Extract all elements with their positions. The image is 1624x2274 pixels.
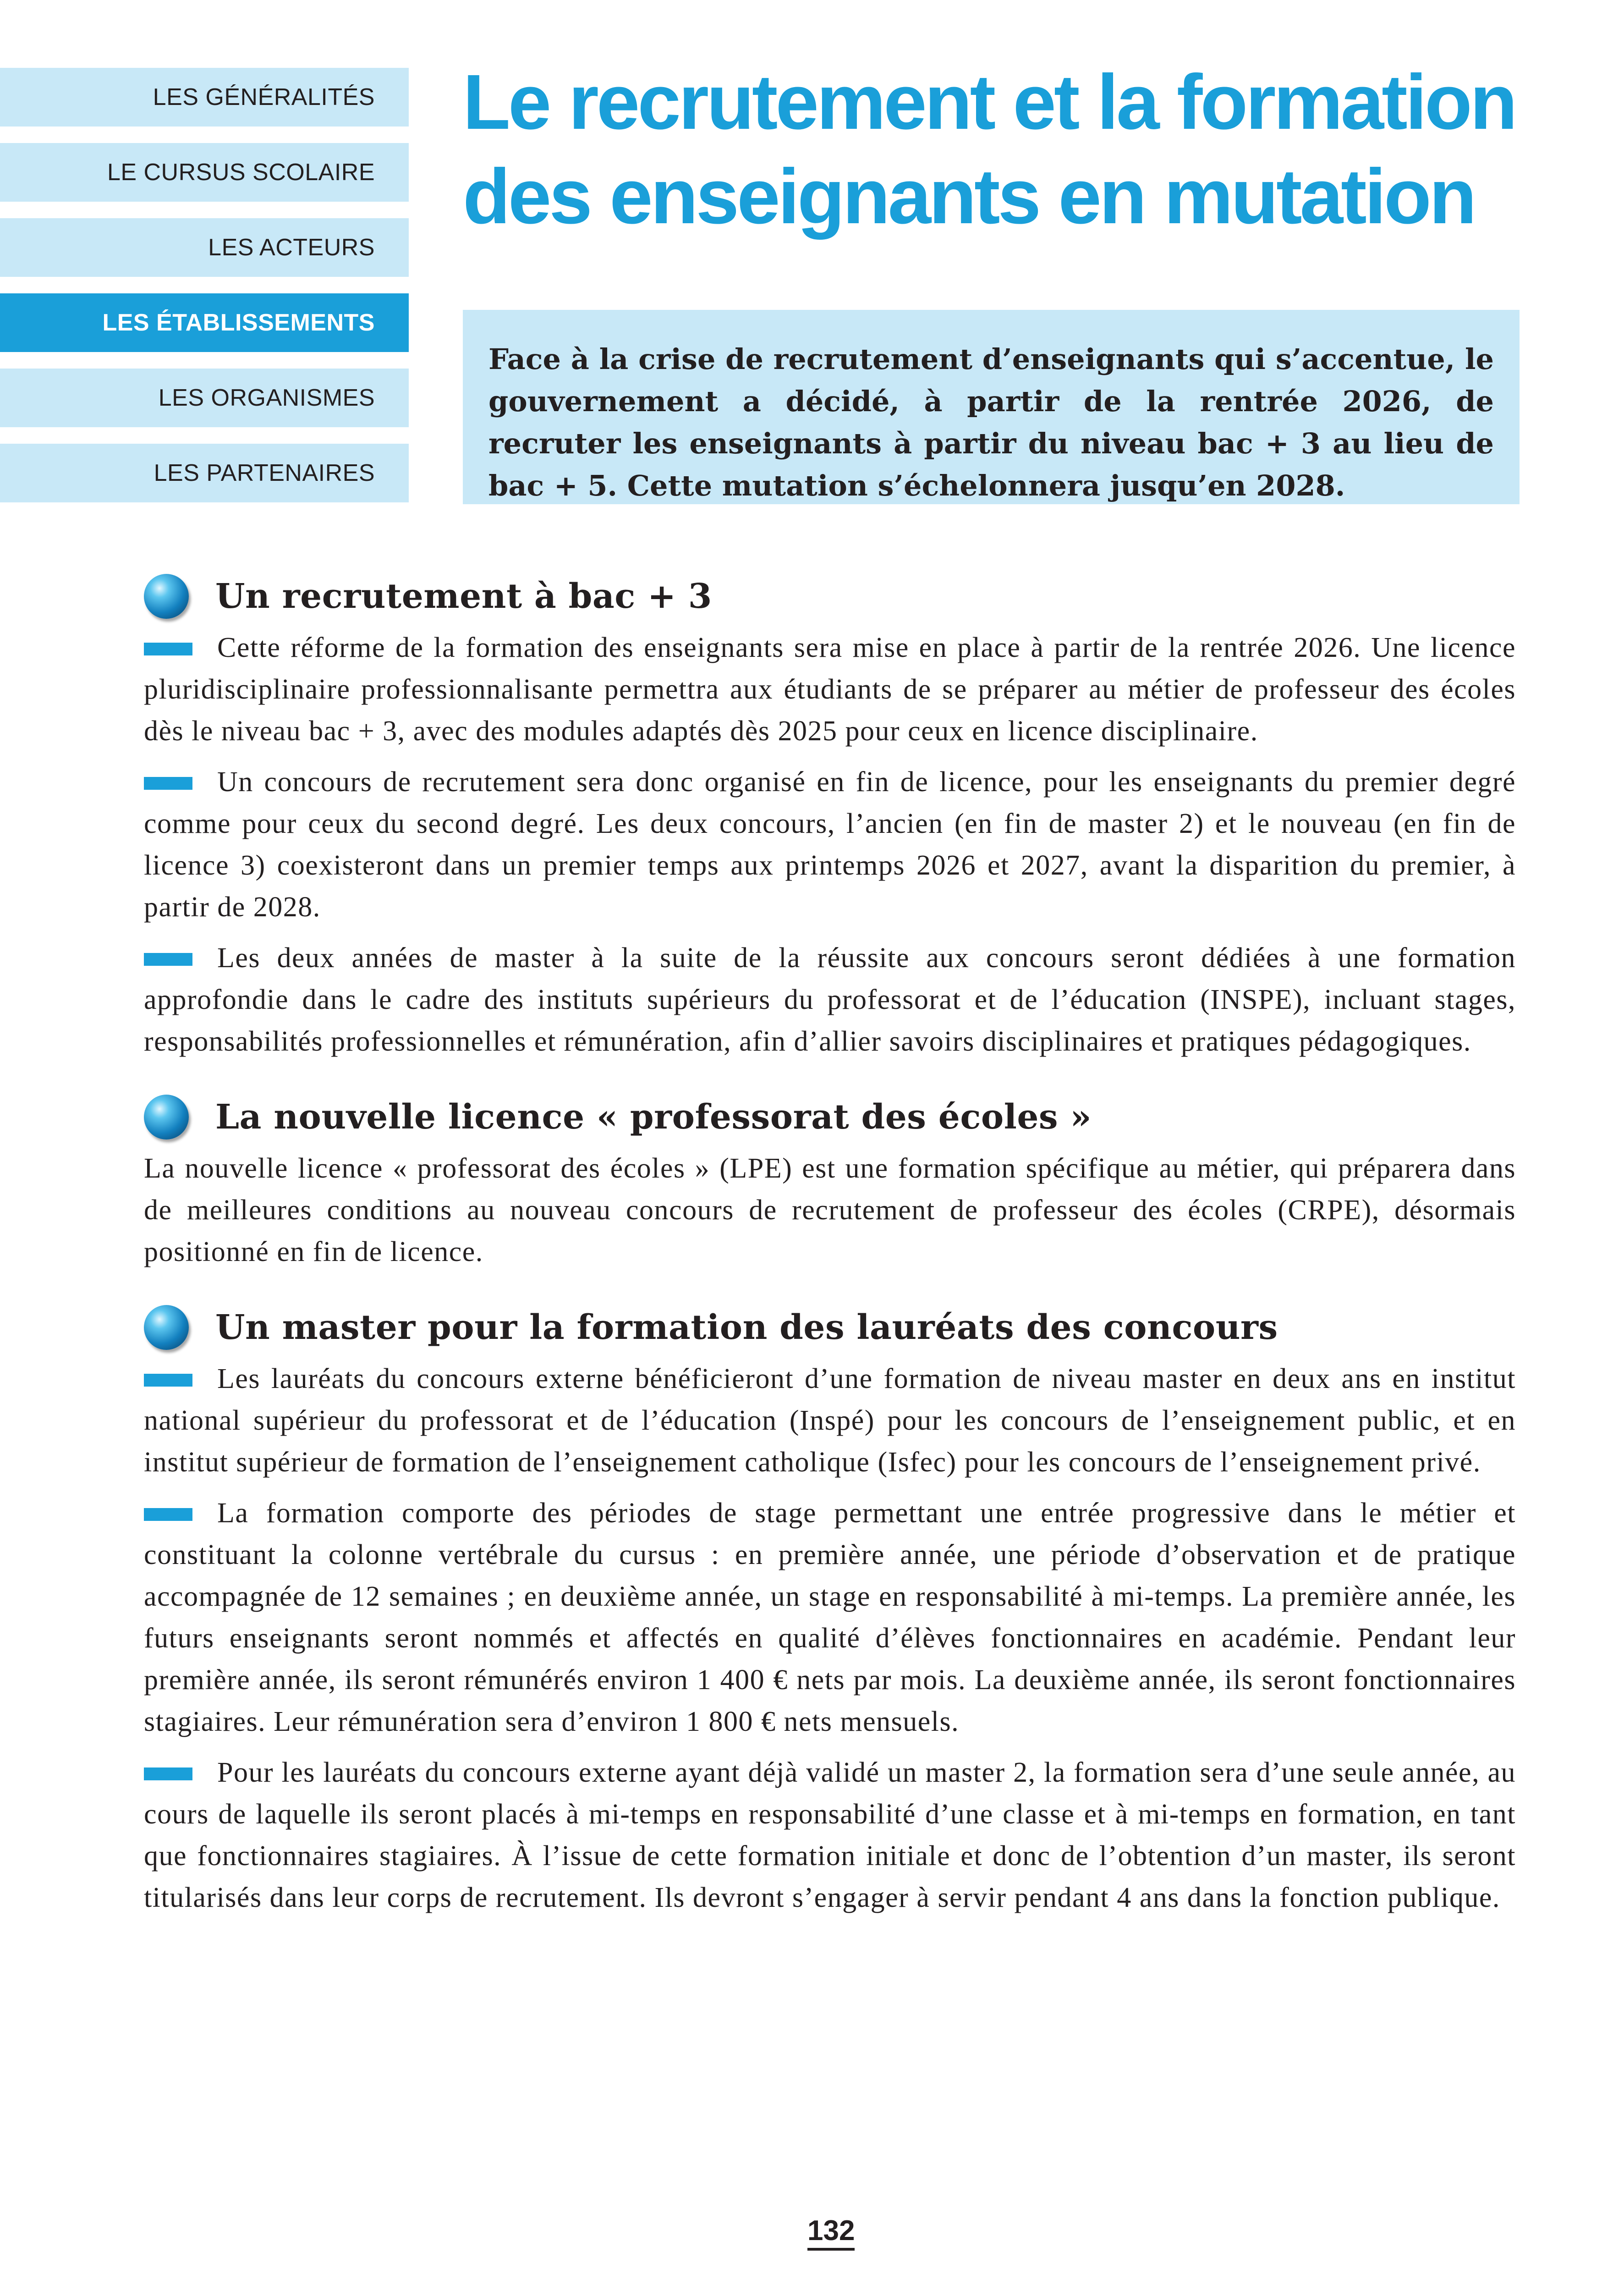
paragraph <box>144 761 1516 928</box>
section-recrutement-bac3 <box>144 567 1516 1063</box>
paragraph-text: La nouvelle licence « professorat des écoles » (LPE) est une formation spécifique au métier, qui préparera dans de meilleures conditions au nouveau concours de recrutement de professeur des écoles (CRPE), désormais positionné en fin de licence. <box>144 1153 1516 1267</box>
paragraph-text: La formation comporte des périodes de stage permettant une entrée progressive dans le métier et constituant la colonne vertébrale du cursus : en première année, une période d’observation et de pratique accompagnée de 12 semaines ; en deuxième année, un stage en responsabilité à mi-temps. La première année, les futurs enseignants seront nommés et affectés en qualité d’élèves fonctionnaires en académie. Pendant leur première année, ils seront rémunérés environ 1 400 € nets par mois. La deuxième année, ils seront fonctionnaires stagiaires. Leur rémunération sera d’environ 1 800 € nets mensuels. <box>144 1498 1516 1737</box>
page-number: 132 <box>807 2215 855 2251</box>
paragraph-text: Les lauréats du concours externe bénéficieront d’une formation de niveau master en deux ans en institut national supérieur du professorat et de l’éducation (Inspé) pour les concours de l’enseignement public, et en institut supérieur de formation de l’enseignement catholique (Isfec) pour les concours de l’enseignement privé. <box>144 1363 1516 1478</box>
paragraph-text: Les deux années de master à la suite de la réussite aux concours seront dédiées à une formation approfondie dans le cadre des instituts supérieurs du professorat et de l’éducation (INSPE), incluant stages, responsabilités professionnelles et rémunération, afin d’allier savoirs disciplinaires et pratiques pédagogiques. <box>144 942 1516 1057</box>
section-heading <box>144 567 1516 626</box>
paragraph <box>144 1752 1516 1919</box>
dash-bullet-icon <box>144 777 192 790</box>
dash-bullet-icon <box>144 953 192 966</box>
dash-bullet-icon <box>144 643 192 655</box>
paragraph <box>144 1492 1516 1743</box>
dash-bullet-icon <box>144 1508 192 1521</box>
paragraph <box>144 937 1516 1063</box>
nav-item-cursus-scolaire[interactable]: LE CURSUS SCOLAIRE <box>0 143 409 202</box>
page-title <box>463 55 1563 244</box>
paragraph-text: Cette réforme de la formation des enseignants sera mise en place à partir de la rentrée 2026. Une licence pluridisciplinaire professionnalisante permettra aux étudiants de se préparer au métier de professeur des écoles dès le niveau bac + 3, avec des modules adaptés dès 2025 pour ceux en licence disciplinaire. <box>144 632 1516 747</box>
section-master-laureats <box>144 1298 1516 1919</box>
nav-item-organismes[interactable]: LES ORGANISMES <box>0 369 409 427</box>
blue-bullet-icon <box>144 1305 189 1350</box>
paragraph <box>144 1148 1516 1273</box>
section-nav <box>0 68 409 519</box>
paragraph-text: Pour les lauréats du concours externe ayant déjà validé un master 2, la formation sera d’une seule année, au cours de laquelle ils seront placés à mi-temps en responsabilité d’une classe et à mi-temps en formation, en tant que fonctionnaires stagiaires. À l’issue de cette formation initiale et donc de l’obtention d’un master, ils seront titularisés dans leur corps de recrutement. Ils devront s’engager à servir pendant 4 ans dans la fonction publique. <box>144 1757 1516 1913</box>
dash-bullet-icon <box>144 1374 192 1387</box>
blue-bullet-icon <box>144 574 189 619</box>
paragraph <box>144 1358 1516 1483</box>
article-body <box>144 567 1516 1944</box>
blue-bullet-icon <box>144 1095 189 1140</box>
page-title-line-2: des enseignants en mutation <box>463 153 1475 240</box>
section-title: La nouvelle licence « professorat des écoles » <box>215 1097 1092 1137</box>
section-heading <box>144 1298 1516 1357</box>
nav-item-generalites[interactable]: LES GÉNÉRALITÉS <box>0 68 409 127</box>
nav-item-etablissements[interactable]: LES ÉTABLISSEMENTS <box>0 293 409 352</box>
paragraph <box>144 627 1516 752</box>
section-heading <box>144 1087 1516 1147</box>
dash-bullet-icon <box>144 1767 192 1780</box>
section-title: Un recrutement à bac + 3 <box>215 577 712 616</box>
intro-box: Face à la crise de recrutement d’enseignants qui s’accentue, le gouvernement a décidé, à partir de la rentrée 2026, de recruter les enseignants à partir du niveau bac + 3 au lieu de bac + 5. Cette mutation s’échelonnera jusqu’en 2028. <box>463 310 1520 504</box>
section-licence-professorat <box>144 1087 1516 1273</box>
page-title-line-1: Le recrutement et la formation <box>463 59 1515 146</box>
paragraph-text: Un concours de recrutement sera donc organisé en fin de licence, pour les enseignants du premier degré comme pour ceux du second degré. Les deux concours, l’ancien (en fin de master 2) et le nouveau (en fin de licence 3) coexisteront dans un premier temps aux printemps 2026 et 2027, avant la disparition du premier, à partir de 2028. <box>144 766 1516 923</box>
nav-item-partenaires[interactable]: LES PARTENAIRES <box>0 444 409 502</box>
nav-item-acteurs[interactable]: LES ACTEURS <box>0 218 409 277</box>
section-title: Un master pour la formation des lauréats des concours <box>215 1308 1278 1347</box>
